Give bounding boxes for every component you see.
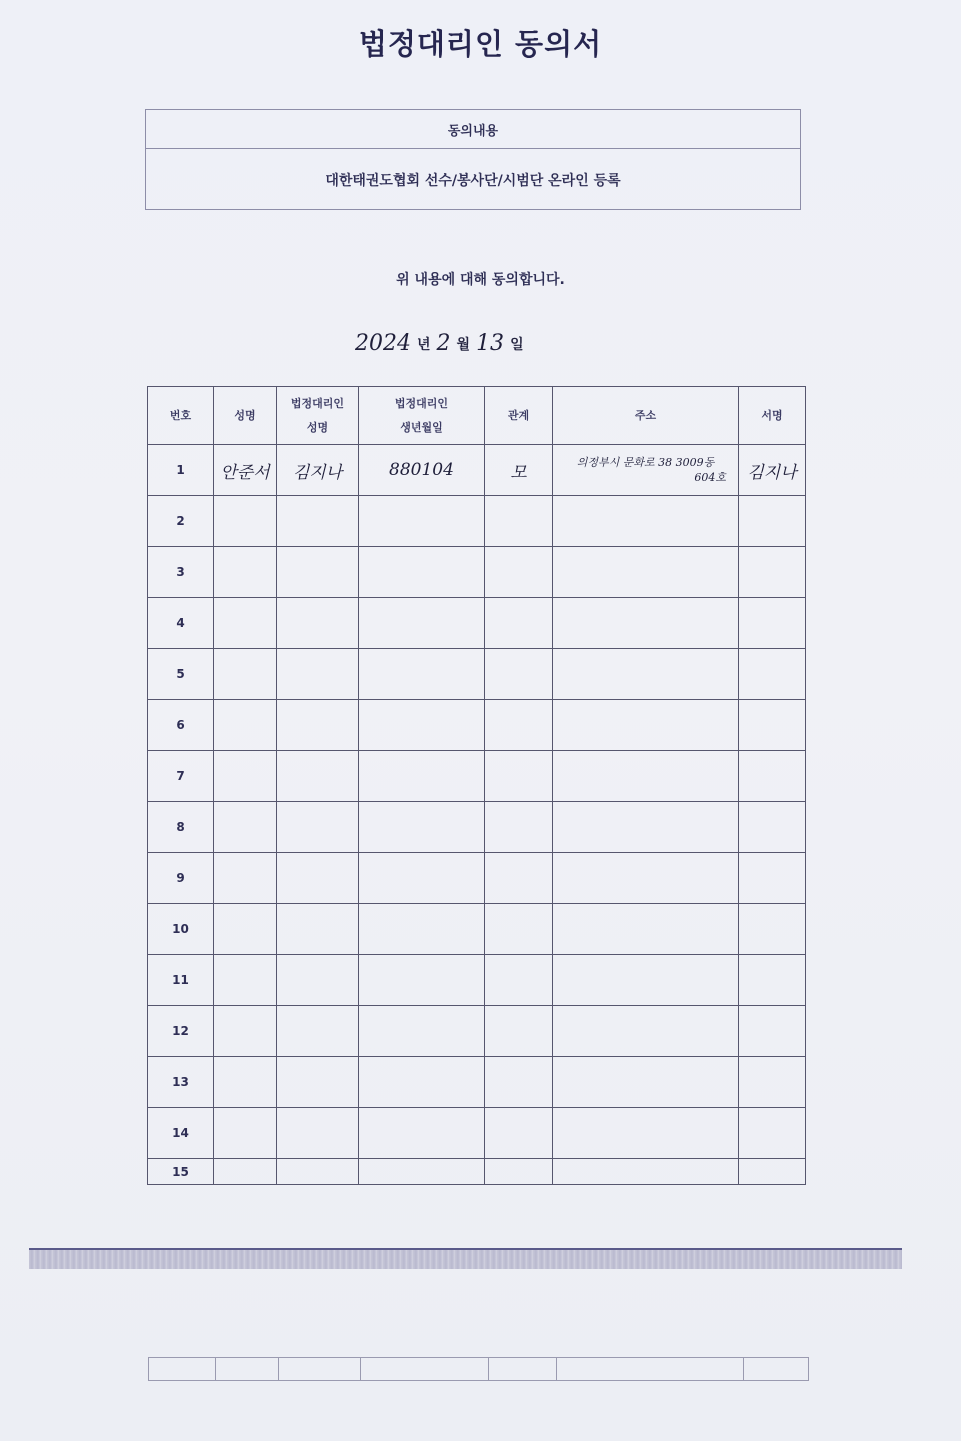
table-row xyxy=(148,1006,806,1057)
header-guardian-birth-line1: 법정대리인 xyxy=(394,396,449,410)
date-day: 13 xyxy=(476,331,505,356)
row-address xyxy=(553,700,739,751)
row-name xyxy=(214,751,277,802)
row-address-line2: 604호 xyxy=(694,471,726,484)
row-guardian-name xyxy=(277,1006,359,1057)
row-number: 13 xyxy=(148,1057,214,1108)
row-address xyxy=(553,955,739,1006)
table-row xyxy=(148,1108,806,1159)
table-row xyxy=(148,547,806,598)
table-row xyxy=(148,496,806,547)
consent-date xyxy=(355,322,530,356)
row-signature xyxy=(739,1006,806,1057)
row-signature xyxy=(739,853,806,904)
date-year-unit: 년 xyxy=(417,337,431,353)
row-signature xyxy=(739,598,806,649)
row-number: 9 xyxy=(148,853,214,904)
row-guardian-birth xyxy=(359,751,485,802)
row-address xyxy=(553,1159,739,1185)
row-address xyxy=(553,1108,739,1159)
date-day-unit: 일 xyxy=(510,337,524,353)
row-address xyxy=(553,1006,739,1057)
strip-cell xyxy=(279,1358,361,1381)
row-name: 안준서 xyxy=(214,445,277,496)
header-signature: 서명 xyxy=(739,387,806,445)
row-guardian-birth xyxy=(359,802,485,853)
row-number: 6 xyxy=(148,700,214,751)
row-address xyxy=(553,598,739,649)
row-address xyxy=(553,853,739,904)
row-number: 7 xyxy=(148,751,214,802)
row-guardian-name xyxy=(277,751,359,802)
row-address-line1: 의정부시 문화로 38 3009동 xyxy=(576,456,715,469)
header-guardian-birth xyxy=(359,387,485,445)
date-year: 2024 xyxy=(355,331,411,356)
row-guardian-name: 김지나 xyxy=(277,445,359,496)
row-relation xyxy=(485,649,553,700)
row-relation xyxy=(485,1057,553,1108)
row-address xyxy=(553,547,739,598)
row-name xyxy=(214,649,277,700)
row-name xyxy=(214,955,277,1006)
table-row xyxy=(148,1159,806,1185)
document-title: 법정대리인 동의서 xyxy=(358,27,603,61)
row-name xyxy=(214,1057,277,1108)
table-row xyxy=(148,598,806,649)
row-relation xyxy=(485,598,553,649)
table-row xyxy=(148,853,806,904)
row-number: 15 xyxy=(148,1159,214,1185)
table-row xyxy=(148,904,806,955)
row-guardian-birth xyxy=(359,1006,485,1057)
row-address xyxy=(553,1057,739,1108)
header-guardian-name-line1: 법정대리인 xyxy=(290,396,345,410)
table-row xyxy=(148,955,806,1006)
row-relation xyxy=(485,1108,553,1159)
row-guardian-birth xyxy=(359,598,485,649)
row-guardian-name xyxy=(277,1108,359,1159)
row-guardian-birth xyxy=(359,496,485,547)
row-guardian-birth xyxy=(359,904,485,955)
row-relation xyxy=(485,547,553,598)
row-name xyxy=(214,547,277,598)
row-relation xyxy=(485,496,553,547)
row-guardian-birth: 880104 xyxy=(359,445,485,496)
row-signature xyxy=(739,1108,806,1159)
row-signature: 김지나 xyxy=(739,445,806,496)
row-number: 8 xyxy=(148,802,214,853)
row-number: 4 xyxy=(148,598,214,649)
header-address: 주소 xyxy=(553,387,739,445)
row-signature xyxy=(739,1057,806,1108)
consent-content-box xyxy=(145,109,801,210)
row-number: 14 xyxy=(148,1108,214,1159)
header-name: 성명 xyxy=(214,387,277,445)
table-row xyxy=(148,700,806,751)
consent-content-header: 동의내용 xyxy=(146,110,800,149)
row-guardian-name xyxy=(277,1159,359,1185)
consent-content-text: 대한태권도협회 선수/봉사단/시범단 온라인 등록 xyxy=(325,172,621,189)
row-relation xyxy=(485,955,553,1006)
row-name xyxy=(214,700,277,751)
row-signature xyxy=(739,547,806,598)
row-signature xyxy=(739,700,806,751)
row-relation xyxy=(485,1159,553,1185)
date-month-unit: 월 xyxy=(456,337,471,353)
header-guardian-name xyxy=(277,387,359,445)
row-number: 1 xyxy=(148,445,214,496)
strip-cell xyxy=(744,1358,809,1381)
row-guardian-name xyxy=(277,700,359,751)
row-number: 11 xyxy=(148,955,214,1006)
row-signature xyxy=(739,649,806,700)
row-signature xyxy=(739,496,806,547)
row-name xyxy=(214,1159,277,1185)
row-signature xyxy=(739,751,806,802)
row-signature xyxy=(739,1159,806,1185)
row-guardian-name xyxy=(277,496,359,547)
row-address xyxy=(553,496,739,547)
row-guardian-name xyxy=(277,1057,359,1108)
table-row xyxy=(148,802,806,853)
row-guardian-name xyxy=(277,802,359,853)
strip-cell xyxy=(557,1358,744,1381)
row-name xyxy=(214,598,277,649)
row-guardian-birth xyxy=(359,700,485,751)
row-number: 2 xyxy=(148,496,214,547)
table-row xyxy=(148,445,806,496)
row-guardian-name xyxy=(277,853,359,904)
row-number: 12 xyxy=(148,1006,214,1057)
row-guardian-birth xyxy=(359,649,485,700)
row-guardian-birth xyxy=(359,853,485,904)
row-relation: 모 xyxy=(485,445,553,496)
row-signature xyxy=(739,955,806,1006)
row-guardian-birth xyxy=(359,1108,485,1159)
row-name xyxy=(214,802,277,853)
row-address xyxy=(553,751,739,802)
row-guardian-birth xyxy=(359,1159,485,1185)
row-guardian-birth xyxy=(359,1057,485,1108)
row-number: 3 xyxy=(148,547,214,598)
row-relation xyxy=(485,853,553,904)
header-guardian-birth-line2: 생년월일 xyxy=(400,420,443,434)
strip-cell xyxy=(216,1358,279,1381)
table-row xyxy=(148,751,806,802)
row-signature xyxy=(739,904,806,955)
row-guardian-name xyxy=(277,547,359,598)
row-name xyxy=(214,1006,277,1057)
row-relation xyxy=(485,700,553,751)
row-guardian-name xyxy=(277,649,359,700)
strip-cell xyxy=(149,1358,216,1381)
row-relation xyxy=(485,904,553,955)
table-row xyxy=(148,1057,806,1108)
table-row xyxy=(148,649,806,700)
row-relation xyxy=(485,802,553,853)
row-guardian-birth xyxy=(359,955,485,1006)
blue-divider-band xyxy=(29,1248,902,1269)
next-page-table-strip xyxy=(148,1357,809,1381)
row-signature xyxy=(739,802,806,853)
row-name xyxy=(214,904,277,955)
row-name xyxy=(214,853,277,904)
consent-table xyxy=(147,386,806,1185)
row-number: 5 xyxy=(148,649,214,700)
header-number: 번호 xyxy=(148,387,214,445)
row-guardian-name xyxy=(277,904,359,955)
row-guardian-birth xyxy=(359,547,485,598)
row-address xyxy=(553,802,739,853)
row-address xyxy=(553,904,739,955)
strip-cell xyxy=(361,1358,489,1381)
row-guardian-name xyxy=(277,598,359,649)
date-month: 2 xyxy=(436,331,451,356)
row-relation xyxy=(485,1006,553,1057)
header-relation: 관계 xyxy=(485,387,553,445)
row-number: 10 xyxy=(148,904,214,955)
agreement-statement: 위 내용에 대해 동의합니다. xyxy=(396,272,565,288)
row-name xyxy=(214,496,277,547)
table-header-row xyxy=(148,387,806,445)
strip-cell xyxy=(489,1358,557,1381)
header-guardian-name-line2: 성명 xyxy=(306,420,329,434)
row-address xyxy=(553,445,739,496)
row-address xyxy=(553,649,739,700)
row-relation xyxy=(485,751,553,802)
row-name xyxy=(214,1108,277,1159)
row-guardian-name xyxy=(277,955,359,1006)
